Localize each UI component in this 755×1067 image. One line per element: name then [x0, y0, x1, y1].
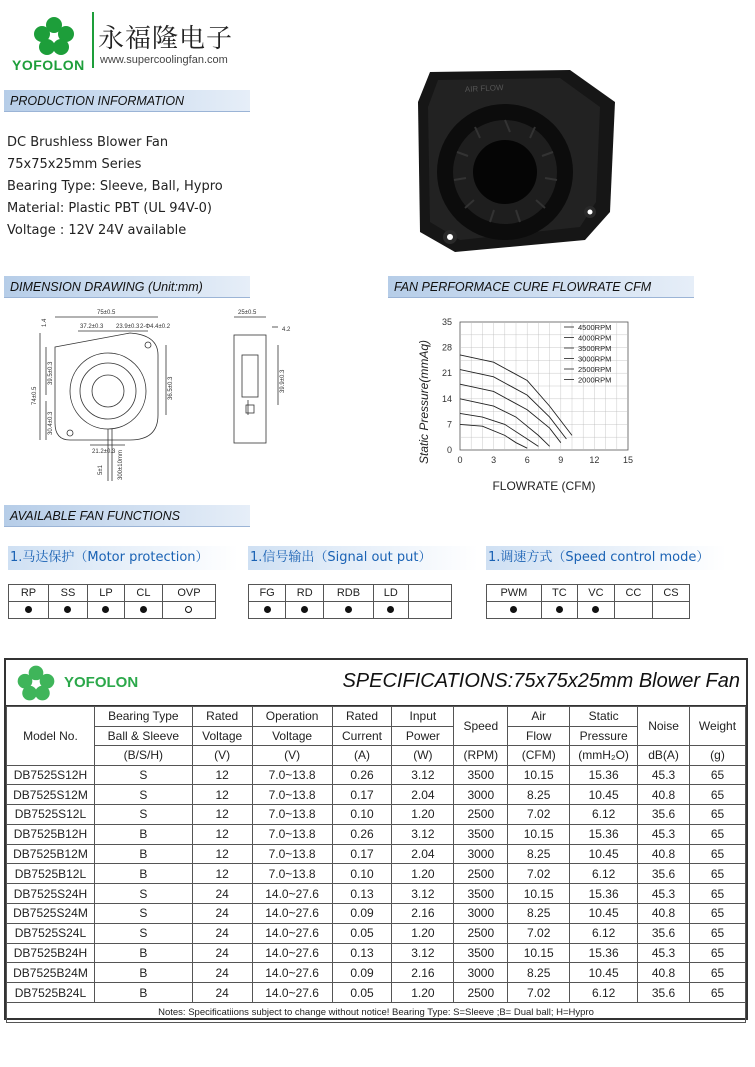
header-cell: Bearing Type: [94, 707, 192, 727]
available-dot-icon: [556, 606, 563, 613]
available-dot-icon: [102, 606, 109, 613]
speed-control-group: [486, 546, 726, 619]
func-code: SS: [48, 585, 87, 602]
spec-cell: 65: [689, 824, 745, 844]
spec-cell: 15.36: [570, 943, 638, 963]
spec-cell: 0.26: [332, 824, 392, 844]
dim-label: 25±0.5: [238, 310, 257, 316]
spec-cell: 3.12: [392, 884, 454, 904]
spec-cell: 7.02: [508, 805, 570, 825]
production-info-bar: PRODUCTION INFORMATION: [4, 90, 250, 112]
header-cell: Noise: [638, 707, 690, 746]
table-row: [7, 884, 746, 904]
model-cell: DB7525B12L: [7, 864, 95, 884]
spec-cell: 2.04: [392, 785, 454, 805]
table-row: [7, 983, 746, 1003]
x-tick-label: 3: [491, 455, 497, 465]
model-cell: DB7525B24M: [7, 963, 95, 983]
spec-cell: 6.12: [570, 923, 638, 943]
header-cell: Rated: [332, 707, 392, 727]
spec-cell: 7.0~13.8: [252, 864, 332, 884]
company-name: 永福隆电子: [98, 24, 234, 54]
production-line: Voltage : 12V 24V available: [7, 223, 187, 238]
spec-cell: 3.12: [392, 943, 454, 963]
dim-label: 39.5±0.3: [48, 361, 54, 385]
optional-ring-icon: [185, 606, 192, 613]
func-code: LD: [373, 585, 408, 602]
spec-cell: 35.6: [638, 805, 690, 825]
header-cell: Voltage: [252, 726, 332, 746]
production-line: DC Brushless Blower Fan: [7, 135, 169, 150]
available-dot-icon: [264, 606, 271, 613]
spec-cell: 45.3: [638, 765, 690, 785]
model-cell: DB7525S24H: [7, 884, 95, 904]
table-row: [7, 864, 746, 884]
spec-cell: 24: [192, 904, 252, 924]
motor-protection-table: [8, 584, 216, 619]
speed-control-title: 1.调速方式（Speed control mode）: [486, 546, 726, 570]
legend-label: 4500RPM: [578, 323, 612, 332]
spec-cell: 1.20: [392, 923, 454, 943]
spec-cell: 1.20: [392, 983, 454, 1003]
spec-cell: 2.16: [392, 904, 454, 924]
spec-cell: 65: [689, 864, 745, 884]
spec-cell: 2500: [454, 923, 508, 943]
func-code: LP: [87, 585, 124, 602]
spec-cell: 0.17: [332, 844, 392, 864]
legend-label: 2500RPM: [578, 365, 612, 374]
functions-bar: AVAILABLE FAN FUNCTIONS: [4, 505, 250, 527]
brand-name: YOFOLON: [12, 57, 85, 73]
spec-cell: 7.0~13.8: [252, 785, 332, 805]
available-dot-icon: [25, 606, 32, 613]
spec-cell: 3000: [454, 904, 508, 924]
table-row: [7, 963, 746, 983]
spec-cell: 10.15: [508, 765, 570, 785]
model-cell: DB7525B24H: [7, 943, 95, 963]
legend-label: 3500RPM: [578, 344, 612, 353]
performance-curve-chart: [414, 312, 674, 497]
spec-cell: 2500: [454, 983, 508, 1003]
spec-cell: S: [94, 923, 192, 943]
spec-cell: 7.0~13.8: [252, 824, 332, 844]
header-cell: Weight: [689, 707, 745, 746]
func-code: CS: [652, 585, 689, 602]
x-tick-label: 12: [589, 455, 600, 465]
series-line: [460, 413, 538, 446]
spec-cell: 3000: [454, 963, 508, 983]
legend-label: 4000RPM: [578, 333, 612, 343]
spec-cell: 2500: [454, 805, 508, 825]
spec-cell: 40.8: [638, 785, 690, 805]
available-dot-icon: [510, 606, 517, 613]
legend-label: 3000RPM: [578, 354, 612, 364]
func-code: RDB: [324, 585, 373, 602]
func-code: TC: [541, 585, 577, 602]
flower-logo-icon: [30, 16, 78, 56]
spec-cell: 40.8: [638, 963, 690, 983]
spec-cell: 12: [192, 844, 252, 864]
x-tick-label: 9: [558, 455, 564, 465]
spec-cell: 0.26: [332, 765, 392, 785]
dim-label: 39.9±0.3: [280, 369, 286, 393]
header-cell: Rated: [192, 707, 252, 727]
spec-cell: 6.12: [570, 805, 638, 825]
header-model: Model No.: [7, 707, 95, 766]
legend-label: 2000RPM: [578, 375, 612, 385]
spec-cell: B: [94, 864, 192, 884]
y-tick-label: 7: [446, 419, 452, 430]
dim-label: 74±0.5: [32, 386, 38, 405]
spec-cell: 2500: [454, 864, 508, 884]
dim-label: 2-Φ4.4±0.2: [140, 324, 171, 330]
spec-cell: 24: [192, 884, 252, 904]
performance-curve-bar: FAN PERFORMACE CURE FLOWRATE CFM: [388, 276, 694, 298]
spec-cell: B: [94, 824, 192, 844]
available-dot-icon: [64, 606, 71, 613]
spec-cell: 7.0~13.8: [252, 844, 332, 864]
spec-header: [6, 660, 746, 706]
y-tick-label: 14: [441, 393, 452, 404]
spec-table: [6, 706, 746, 1023]
dim-label: 23.9±0.3: [116, 324, 140, 330]
dim-label: 30.4±0.3: [48, 411, 54, 435]
available-dot-icon: [387, 606, 394, 613]
spec-cell: 14.0~27.6: [252, 963, 332, 983]
spec-cell: B: [94, 963, 192, 983]
spec-cell: 3000: [454, 844, 508, 864]
table-row: [7, 943, 746, 963]
spec-cell: 0.05: [332, 983, 392, 1003]
spec-cell: B: [94, 943, 192, 963]
spec-cell: 8.25: [508, 785, 570, 805]
spec-cell: 12: [192, 785, 252, 805]
func-code: RP: [9, 585, 49, 602]
website-link[interactable]: www.supercoolingfan.com: [100, 54, 228, 66]
x-tick-label: 0: [457, 455, 463, 465]
spec-cell: 35.6: [638, 923, 690, 943]
spec-cell: 65: [689, 963, 745, 983]
specification-panel: [4, 658, 748, 1020]
header-cell: Pressure: [570, 726, 638, 746]
header-cell: (B/S/H): [94, 746, 192, 766]
func-code: VC: [577, 585, 614, 602]
spec-cell: 14.0~27.6: [252, 943, 332, 963]
spec-cell: 0.09: [332, 904, 392, 924]
spec-cell: 0.13: [332, 943, 392, 963]
spec-cell: 10.15: [508, 884, 570, 904]
y-tick-label: 21: [441, 368, 452, 379]
header-cell: (RPM): [454, 746, 508, 766]
spec-cell: 2.16: [392, 963, 454, 983]
dim-label: 37.2±0.3: [80, 324, 104, 330]
table-row: [7, 923, 746, 943]
spec-cell: 12: [192, 765, 252, 785]
spec-cell: 7.02: [508, 983, 570, 1003]
spec-cell: B: [94, 844, 192, 864]
header-cell: Current: [332, 726, 392, 746]
spec-cell: 6.12: [570, 983, 638, 1003]
spec-cell: 10.45: [570, 963, 638, 983]
air-flow-label: AIR FLOW: [464, 82, 504, 94]
header-cell: Speed: [454, 707, 508, 746]
available-dot-icon: [592, 606, 599, 613]
header-divider: [92, 12, 94, 68]
spec-cell: 65: [689, 785, 745, 805]
spec-cell: 14.0~27.6: [252, 983, 332, 1003]
dim-label: 5±1: [98, 465, 104, 475]
spec-cell: 24: [192, 983, 252, 1003]
table-row: [7, 765, 746, 785]
spec-cell: 3000: [454, 785, 508, 805]
header-cell: (g): [689, 746, 745, 766]
spec-cell: S: [94, 805, 192, 825]
header-cell: (V): [252, 746, 332, 766]
spec-cell: 24: [192, 963, 252, 983]
available-dot-icon: [345, 606, 352, 613]
model-cell: DB7525B12M: [7, 844, 95, 864]
spec-cell: 45.3: [638, 943, 690, 963]
spec-cell: 0.13: [332, 884, 392, 904]
signal-output-group: [248, 546, 478, 619]
signal-output-table: [248, 584, 452, 619]
model-cell: DB7525S12L: [7, 805, 95, 825]
spec-cell: 45.3: [638, 884, 690, 904]
spec-cell: S: [94, 765, 192, 785]
spec-cell: 24: [192, 943, 252, 963]
spec-cell: S: [94, 785, 192, 805]
spec-cell: 24: [192, 923, 252, 943]
production-line: 75x75x25mm Series: [7, 157, 142, 172]
spec-cell: 3500: [454, 765, 508, 785]
spec-cell: 3500: [454, 884, 508, 904]
available-dot-icon: [301, 606, 308, 613]
spec-cell: 7.0~13.8: [252, 805, 332, 825]
spec-cell: 0.10: [332, 805, 392, 825]
dim-label: 300±10mm: [118, 450, 124, 480]
func-code: PWM: [487, 585, 542, 602]
model-cell: DB7525S24M: [7, 904, 95, 924]
spec-cell: 10.15: [508, 943, 570, 963]
header-cell: Power: [392, 726, 454, 746]
spec-cell: 35.6: [638, 983, 690, 1003]
x-axis-label: FLOWRATE (CFM): [492, 479, 596, 493]
spec-cell: 12: [192, 805, 252, 825]
spec-cell: 40.8: [638, 904, 690, 924]
header-cell: Static: [570, 707, 638, 727]
dim-label: 1.4: [42, 318, 48, 327]
spec-cell: 10.15: [508, 824, 570, 844]
dimension-drawing-bar: DIMENSION DRAWING (Unit:mm): [4, 276, 250, 298]
spec-cell: 8.25: [508, 904, 570, 924]
spec-cell: 14.0~27.6: [252, 904, 332, 924]
header-cell: Flow: [508, 726, 570, 746]
spec-cell: 15.36: [570, 765, 638, 785]
x-tick-label: 15: [622, 455, 634, 465]
header-cell: (V): [192, 746, 252, 766]
header-cell: dB(A): [638, 746, 690, 766]
model-cell: DB7525S12M: [7, 785, 95, 805]
header-cell: Ball & Sleeve: [94, 726, 192, 746]
spec-cell: 1.20: [392, 805, 454, 825]
production-info-list: [7, 132, 223, 242]
signal-output-title: 1.信号输出（Signal out put）: [248, 546, 478, 570]
spec-cell: 1.20: [392, 864, 454, 884]
table-row: [7, 904, 746, 924]
dim-label: 75±0.5: [97, 310, 116, 316]
production-line: Bearing Type: Sleeve, Ball, Hypro: [7, 179, 223, 194]
spec-cell: 3500: [454, 943, 508, 963]
spec-cell: 6.12: [570, 864, 638, 884]
func-code: FG: [249, 585, 286, 602]
spec-cell: 15.36: [570, 824, 638, 844]
spec-cell: 65: [689, 923, 745, 943]
spec-cell: 8.25: [508, 844, 570, 864]
func-code: RD: [286, 585, 324, 602]
spec-cell: 10.45: [570, 844, 638, 864]
model-cell: DB7525S12H: [7, 765, 95, 785]
header-cell: Operation: [252, 707, 332, 727]
spec-cell: S: [94, 904, 192, 924]
spec-cell: 65: [689, 805, 745, 825]
spec-cell: 0.09: [332, 963, 392, 983]
spec-cell: 65: [689, 983, 745, 1003]
y-tick-label: 28: [441, 342, 452, 353]
model-cell: DB7525B24L: [7, 983, 95, 1003]
x-tick-label: 6: [524, 455, 530, 465]
spec-cell: 10.45: [570, 904, 638, 924]
spec-cell: 40.8: [638, 844, 690, 864]
spec-cell: 2.04: [392, 844, 454, 864]
y-axis-label: Static Pressure(mmAq): [417, 339, 431, 465]
dimension-drawing: [10, 305, 380, 485]
spec-cell: 65: [689, 943, 745, 963]
spec-cell: 0.05: [332, 923, 392, 943]
motor-protection-group: [8, 546, 238, 619]
spec-cell: 0.10: [332, 864, 392, 884]
func-code: CL: [124, 585, 162, 602]
table-row: [7, 785, 746, 805]
header-cell: (W): [392, 746, 454, 766]
func-code: CC: [614, 585, 652, 602]
spec-cell: 45.3: [638, 824, 690, 844]
spec-cell: 7.02: [508, 923, 570, 943]
model-cell: DB7525S24L: [7, 923, 95, 943]
func-code: [409, 585, 452, 602]
spec-cell: 12: [192, 824, 252, 844]
table-row: [7, 844, 746, 864]
spec-cell: 65: [689, 884, 745, 904]
y-tick-label: 35: [441, 317, 452, 327]
speed-control-table: [486, 584, 690, 619]
header-cell: (CFM): [508, 746, 570, 766]
spec-title: SPECIFICATIONS:75x75x25mm Blower Fan: [342, 670, 740, 692]
header-cell: Voltage: [192, 726, 252, 746]
blower-fan-image: [410, 62, 620, 257]
spec-cell: 65: [689, 844, 745, 864]
spec-cell: 35.6: [638, 864, 690, 884]
spec-cell: 3500: [454, 824, 508, 844]
spec-cell: B: [94, 983, 192, 1003]
spec-cell: S: [94, 884, 192, 904]
spec-cell: 3.12: [392, 765, 454, 785]
motor-protection-title: 1.马达保护（Motor protection）: [8, 546, 238, 570]
spec-cell: 10.45: [570, 785, 638, 805]
dim-label: 21.2±0.3: [92, 449, 116, 455]
table-row: [7, 824, 746, 844]
model-cell: DB7525B12H: [7, 824, 95, 844]
header-cell: (A): [332, 746, 392, 766]
spec-note: Notes: Specificatiions subject to change without notice! Bearing Type: S=Sleeve ;B= Dual ball; H=Hypro: [7, 1003, 746, 1023]
spec-cell: 0.17: [332, 785, 392, 805]
spec-cell: 14.0~27.6: [252, 884, 332, 904]
spec-cell: 7.0~13.8: [252, 765, 332, 785]
available-dot-icon: [140, 606, 147, 613]
spec-cell: 3.12: [392, 824, 454, 844]
spec-cell: 14.0~27.6: [252, 923, 332, 943]
table-row: [7, 805, 746, 825]
spec-cell: 65: [689, 904, 745, 924]
spec-brand: YOFOLON: [64, 674, 139, 691]
header-cell: Input: [392, 707, 454, 727]
spec-cell: 8.25: [508, 963, 570, 983]
spec-cell: 15.36: [570, 884, 638, 904]
spec-cell: 65: [689, 765, 745, 785]
spec-cell: 12: [192, 864, 252, 884]
header-cell: Air: [508, 707, 570, 727]
y-tick-label: 0: [446, 445, 452, 455]
production-line: Material: Plastic PBT (UL 94V-0): [7, 201, 213, 216]
header-cell: (mmH₂O): [570, 746, 638, 766]
dim-label: 4.2: [282, 327, 291, 333]
flower-logo-icon: [14, 664, 58, 702]
dim-label: 36.5±0.3: [168, 376, 174, 400]
func-code: OVP: [162, 585, 215, 602]
spec-cell: 7.02: [508, 864, 570, 884]
